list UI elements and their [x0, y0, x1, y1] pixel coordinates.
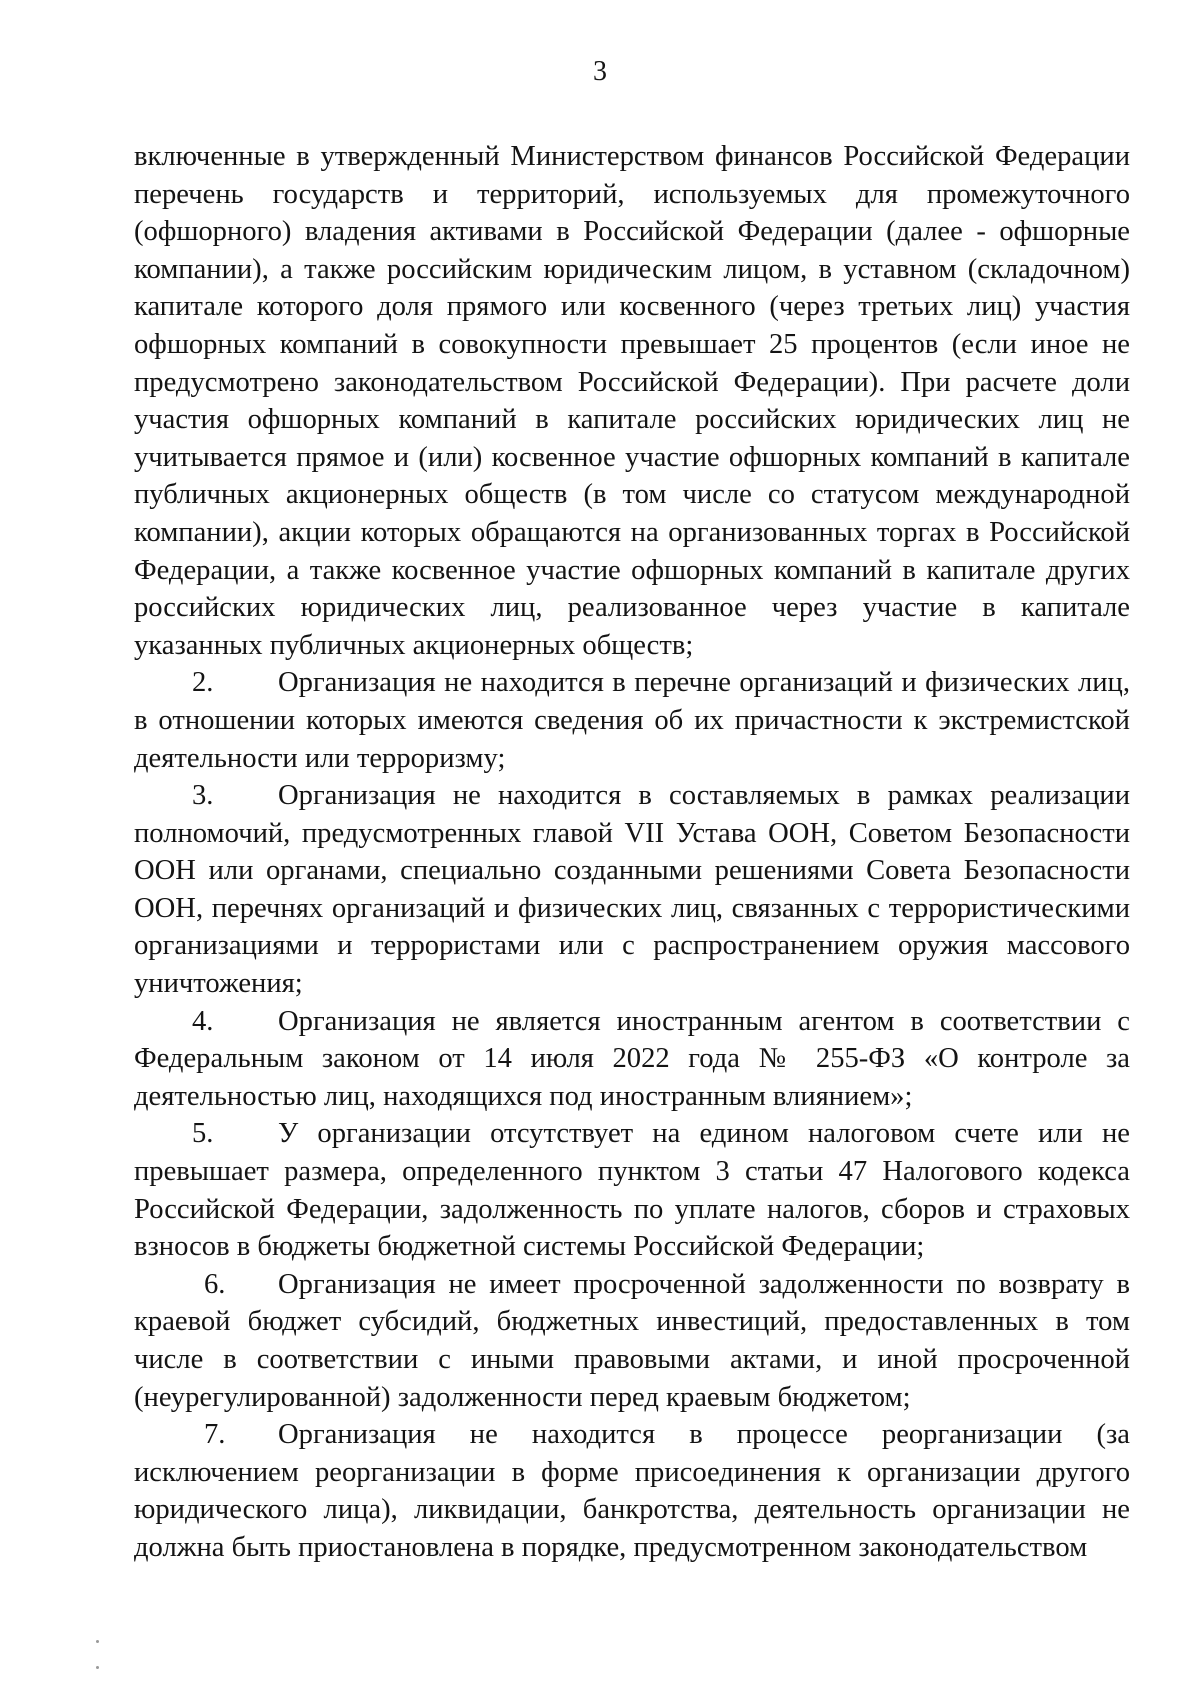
page-number: 3 [593, 56, 607, 87]
item-text: Организация не является иностранным агентом в соответствии с Федеральным законом от 14 июля 2022 года № 255-ФЗ «О контроле за деятельностью лиц, находящихся под иностранным влиянием»; [134, 1005, 1130, 1112]
list-item-7 [134, 1416, 1130, 1566]
list-item-2 [134, 664, 1130, 777]
list-item-3 [134, 777, 1130, 1003]
item-number: 7. [204, 1419, 226, 1451]
item-number: 4. [192, 1005, 214, 1037]
list-item-4 [134, 1003, 1130, 1116]
scan-speck [96, 1666, 99, 1669]
item-text: У организации отсутствует на едином налоговом счете или не превышает размера, определенного пунктом 3 статьи 47 Налогового кодекса Российской Федерации, задолженность по уплате налогов, сборов и страховых взносов в бюджеты бюджетной системы Российской Федерации; [134, 1118, 1130, 1263]
list-item-6 [134, 1266, 1130, 1416]
item-text: Организация не находится в составляемых в рамках реализации полномочий, предусмотренных главой VII Устава ООН, Советом Безопасности ООН или органами, специально созданными решениями Совета Безопасности ООН, перечнях организаций и физических лиц, связанных с террористическими организациями и террористами или с распространением оружия массового уничтожения; [134, 780, 1130, 1000]
item-number: 6. [204, 1268, 226, 1300]
document-body [134, 138, 1130, 1567]
scan-speck [96, 1640, 99, 1643]
item-number: 3. [192, 780, 214, 812]
item-number: 5. [192, 1118, 214, 1150]
item-text: Организация не находится в перечне организаций и физических лиц, в отношении которых имеются сведения об их причастности к экстремистской деятельности или терроризму; [134, 667, 1130, 774]
intro-paragraph: включенные в утвержденный Министерством финансов Российской Федерации перечень государств и территорий, используемых для промежуточного (офшорного) владения активами в Российской Федерации (далее - офшорные компании), а также российским юридическим лицом, в уставном (складочном) капитале которого доля прямого или косвенного (через третьих лиц) участия офшорных компаний в совокупности превышает 25 процентов (если иное не предусмотрено законодательством Российской Федерации). При расчете доли участия офшорных компаний в капитале российских юридических лиц не учитывается прямое и (или) косвенное участие офшорных компаний в капитале публичных акционерных обществ (в том числе со статусом международной компании), акции которых обращаются на организованных торгах в Российской Федерации, а также косвенное участие офшорных компаний в капитале других российских юридических лиц, реализованное через участие в капитале указанных публичных акционерных обществ; [134, 141, 1130, 661]
list-item-5 [134, 1115, 1130, 1265]
item-number: 2. [192, 667, 214, 699]
item-text: Организация не имеет просроченной задолженности по возврату в краевой бюджет субсидий, бюджетных инвестиций, предоставленных в том числе в соответствии с иными правовыми актами, и иной просроченной (неурегулированной) задолженности перед краевым бюджетом; [134, 1268, 1130, 1413]
item-text: Организация не находится в процессе реорганизации (за исключением реорганизации в форме присоединения к организации другого юридического лица), ликвидации, банкротства, деятельность организации не должна быть приостановлена в порядке, предусмотренном законодательством [134, 1419, 1130, 1563]
